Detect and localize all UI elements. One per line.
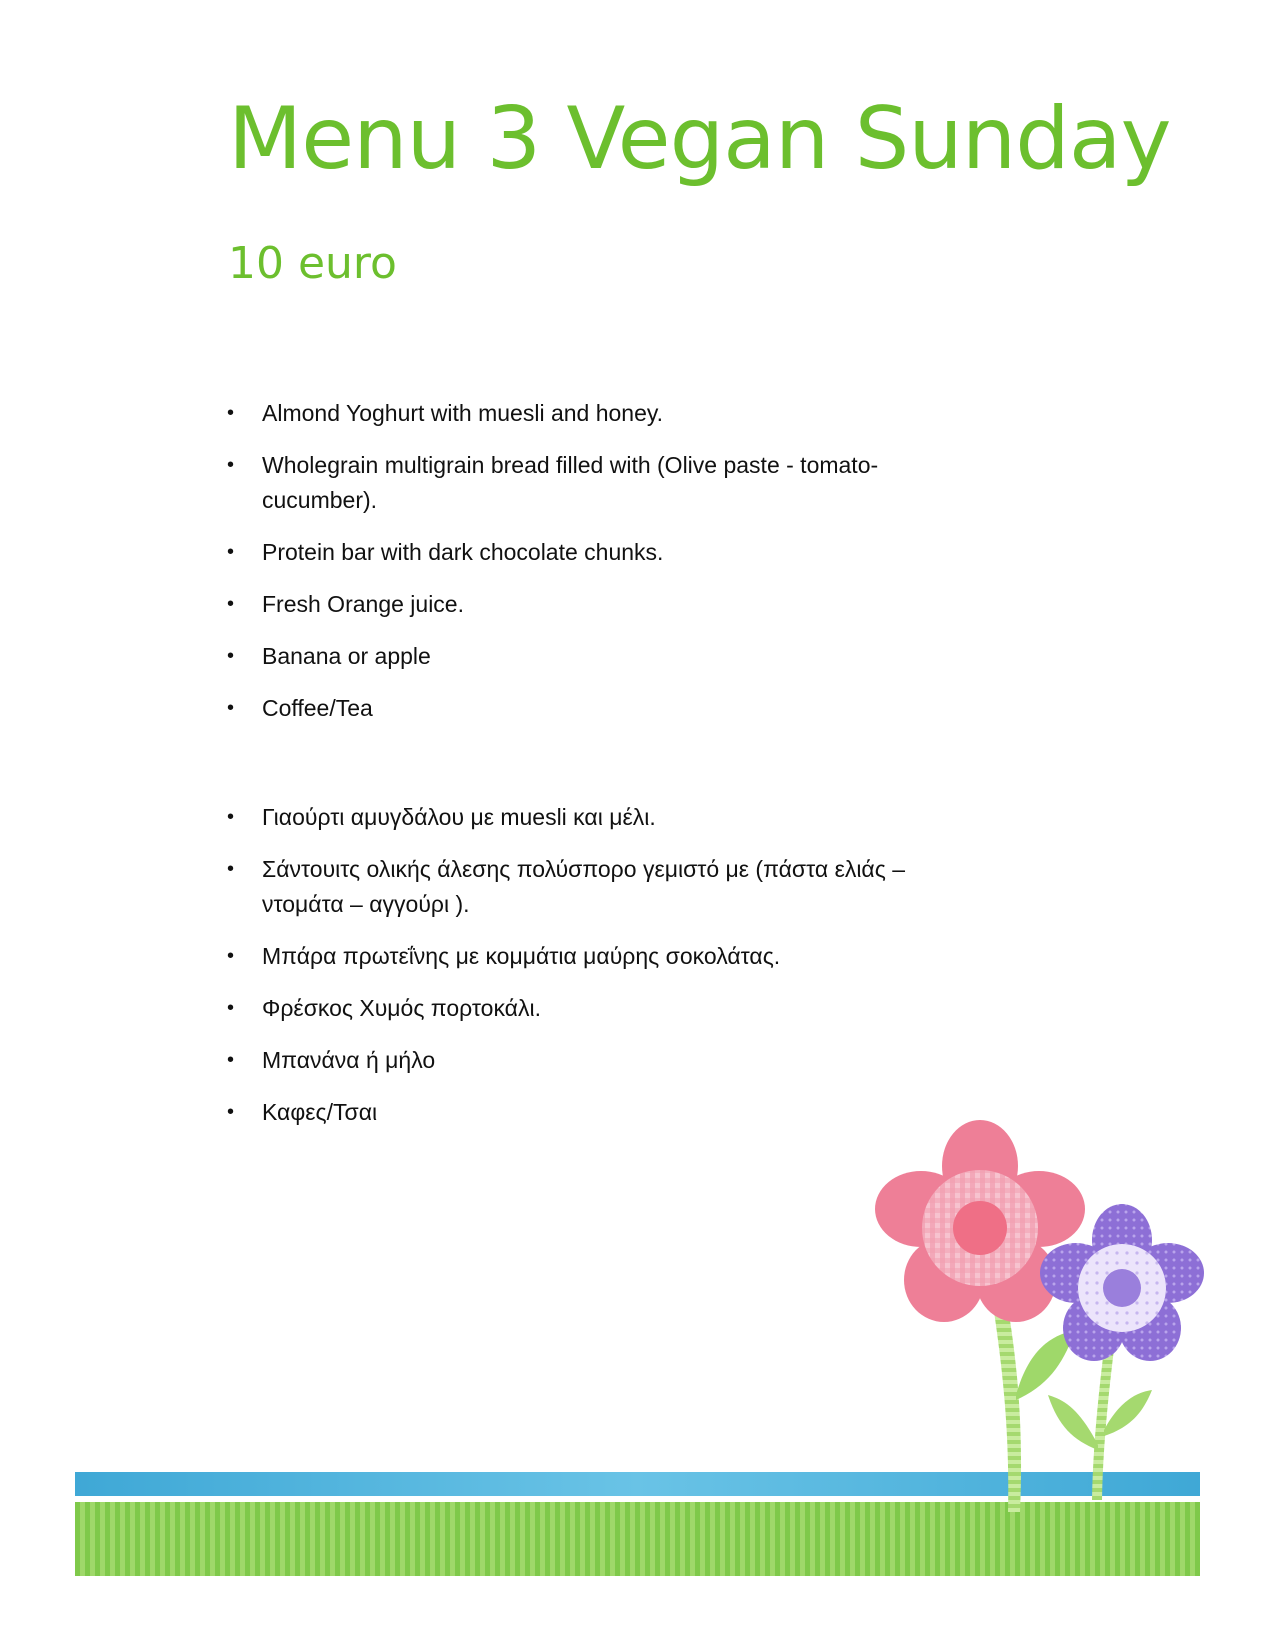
list-item: • Σάντουιτς ολικής άλεσης πολύσπορο γεμιστό με (πάστα ελιάς – ντομάτα – αγγούρι ). [262, 852, 962, 922]
list-item: • Coffee/Tea [262, 691, 962, 726]
blue-band [75, 1472, 1200, 1496]
list-item: • Καφες/Τσαι [262, 1095, 962, 1130]
list-item: • Wholegrain multigrain bread filled with (Olive paste - tomato- cucumber). [262, 448, 962, 518]
list-item: • Protein bar with dark chocolate chunks. [262, 535, 962, 570]
menu-title: Menu 3 Vegan Sunday [228, 89, 1171, 189]
pink-flower-icon [875, 1120, 1085, 1512]
list-item: • Fresh Orange juice. [262, 587, 962, 622]
list-item: • Banana or apple [262, 639, 962, 674]
list-item: • Almond Yoghurt with muesli and honey. [262, 396, 962, 431]
list-item: • Γιαούρτι αμυγδάλου με muesli και μέλι. [262, 800, 962, 835]
menu-price: 10 euro [228, 238, 397, 289]
list-item: • Φρέσκος Χυμός πορτοκάλι. [262, 991, 962, 1026]
list-item: • Μπάρα πρωτεΐνης με κομμάτια μαύρης σοκολάτας. [262, 939, 962, 974]
green-stripe-band [75, 1502, 1200, 1576]
list-item: • Μπανάνα ή μήλο [262, 1043, 962, 1078]
